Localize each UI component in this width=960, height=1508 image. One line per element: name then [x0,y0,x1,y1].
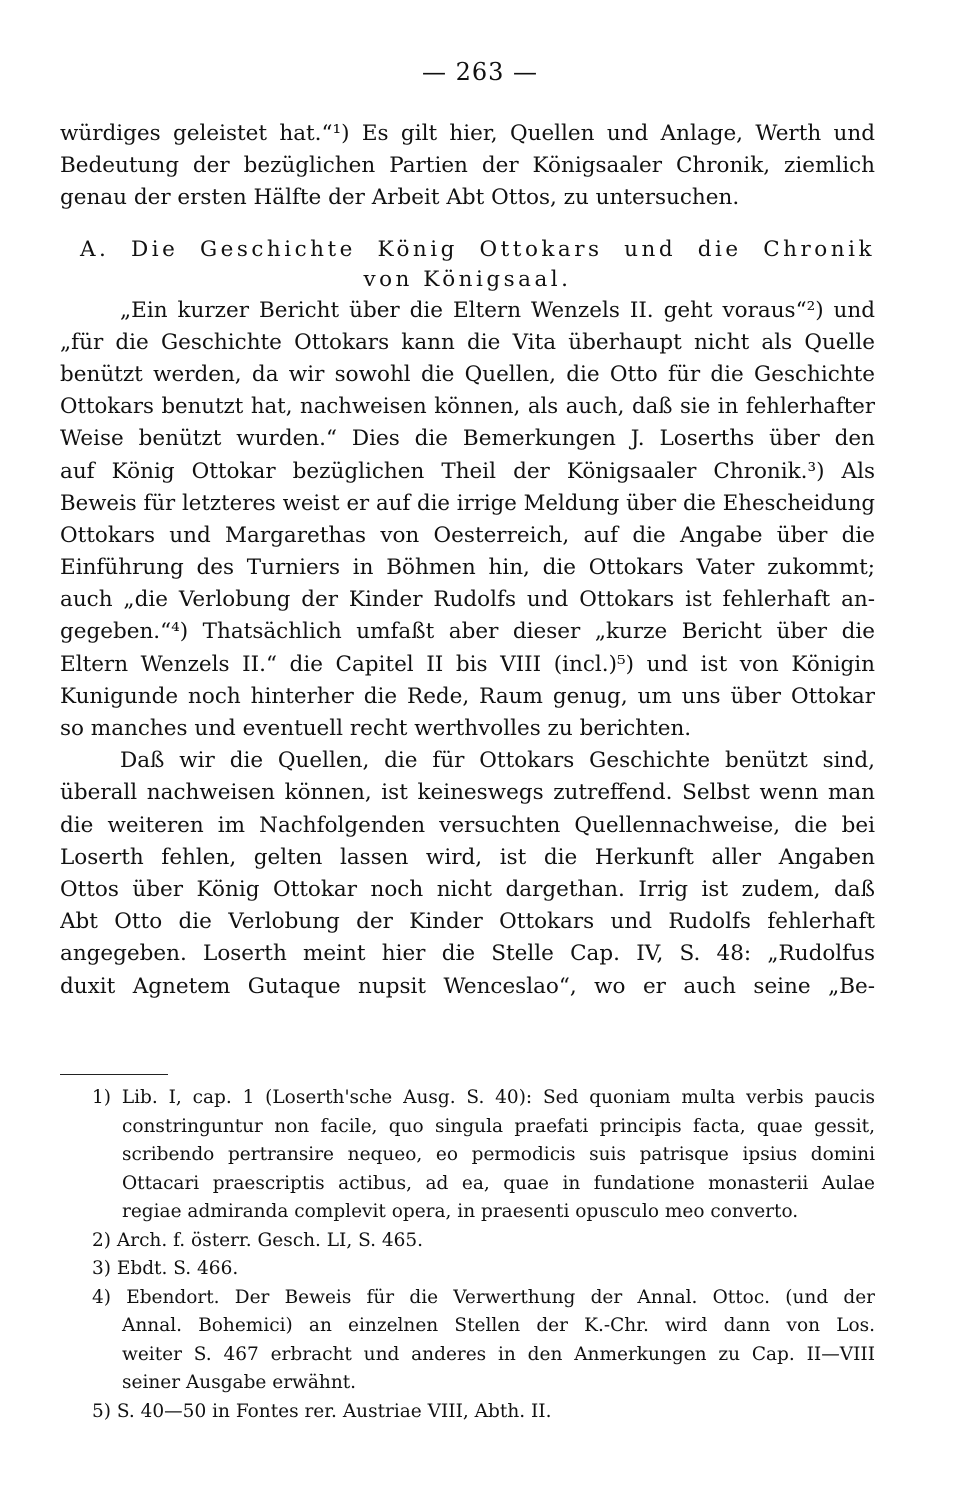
text-line: Daß wir die Quellen, die für Ottokars Geschichte benützt sind, [120,748,875,774]
footnote-line: 3) Ebdt. S. 466. [92,1258,239,1279]
text-line: Ottos über König Ottokar noch nicht dargethan. Irrig ist zudem, daß [60,876,875,902]
text-line: Ottokars und Margarethas von Oesterreich, auf die Angabe über die [60,522,875,548]
text-line: benützt werden, da wir sowohl die Quellen, die Otto für die Geschichte [60,361,875,387]
text-line: Beweis für letzteres weist er auf die irrige Meldung über die Ehescheidung [60,490,875,516]
text-line: genau der ersten Hälfte der Arbeit Abt Ottos, zu untersuchen. [60,185,740,211]
text-line: Bedeutung der bezüglichen Partien der Königsaaler Chronik, ziemlich [60,153,875,179]
text-line: Eltern Wenzels II.“ die Capitel II bis VIII (incl.)⁵) und ist von Königin [60,651,875,677]
section-heading: A. Die Geschichte König Ottokars und die Chronik [80,236,875,262]
footnote-line: seiner Ausgabe erwähnt. [122,1372,357,1393]
footnote-line: constringuntur non facile, quo singula praefati principis facta, quae gessit, [122,1115,875,1137]
footnote-line: 1) Lib. I, cap. 1 (Loserth'sche Ausg. S. 40): Sed quoniam multa verbis paucis [92,1087,875,1108]
footnote-line: Ottacari praescriptis actibus, ad ea, quae in fundatione monasterii Aulae [122,1172,875,1194]
text-line: „Ein kurzer Bericht über die Eltern Wenzels II. geht voraus“²) und [120,297,875,323]
text-line: Kunigunde noch hinterher die Rede, Raum genug, um uns über Ottokar [60,683,875,709]
footnote-line: regiae admiranda complevit opera, in praesenti opusculo meo converto. [122,1201,799,1222]
main-text [60,118,875,1003]
section-heading-continued: von Königsaal. [363,266,572,292]
text-line: auf König Ottokar bezüglichen Theil der Königsaaler Chronik.³) Als [60,458,875,484]
page-number: — 263 — [421,58,539,86]
footnote-line: 4) Ebendort. Der Beweis für die Verwerthung der Annal. Ottoc. (und der [92,1286,875,1308]
footnote-divider [60,1074,168,1075]
footnote-line: Annal. Bohemici) an einzelnen Stellen der K.-Chr. wird dann von Los. [122,1315,875,1336]
text-line: so manches und eventuell recht werthvolles zu berichten. [60,716,692,741]
footnote-line: weiter S. 467 erbracht und anderes in den Anmerkungen zu Cap. II—VIII [122,1343,875,1365]
text-line: gegeben.“⁴) Thatsächlich umfaßt aber dieser „kurze Bericht über die [60,619,875,645]
footnote-line: 2) Arch. f. österr. Gesch. LI, S. 465. [92,1229,424,1251]
text-line: auch „die Verlobung der Kinder Rudolfs und Ottokars ist fehlerhaft an- [60,587,875,613]
footnote-line: scribendo pertransire nequeo, eo permodicis suis patrisque ipsius domini [122,1144,875,1165]
footnote-line: 5) S. 40—50 in Fontes rer. Austriae VIII, Abth. II. [92,1400,552,1422]
text-line: angegeben. Loserth meint hier die Stelle Cap. IV, S. 48: „Rudolfus [60,941,875,967]
text-line: Weise benützt wurden.“ Dies die Bemerkungen J. Loserths über den [60,426,875,452]
text-line: Einführung des Turniers in Böhmen hin, die Ottokars Vater zukommt; [60,555,875,581]
section-gap [60,215,875,235]
text-line: würdiges geleistet hat.“¹) Es gilt hier, Quellen und Anlage, Werth und [60,121,875,146]
text-line: Loserth fehlen, gelten lassen wird, ist die Herkunft aller Angaben [60,844,875,870]
text-line: überall nachweisen können, ist keineswegs zutreffend. Selbst wenn man [60,780,875,806]
text-line: „für die Geschichte Ottokars kann die Vita überhaupt nicht als Quelle [60,329,875,355]
text-line: duxit Agnetem Gutaque nupsit Wenceslao“, wo er auch seine „Be- [60,973,875,999]
footnotes [92,1084,875,1426]
text-line: die weiteren im Nachfolgenden versuchten Quellennachweise, die bei [60,812,875,838]
text-line: Ottokars benutzt hat, nachweisen können, als auch, daß sie in fehlerhafter [60,394,875,420]
text-line: Abt Otto die Verlobung der Kinder Ottokars und Rudolfs fehlerhaft [60,909,875,935]
